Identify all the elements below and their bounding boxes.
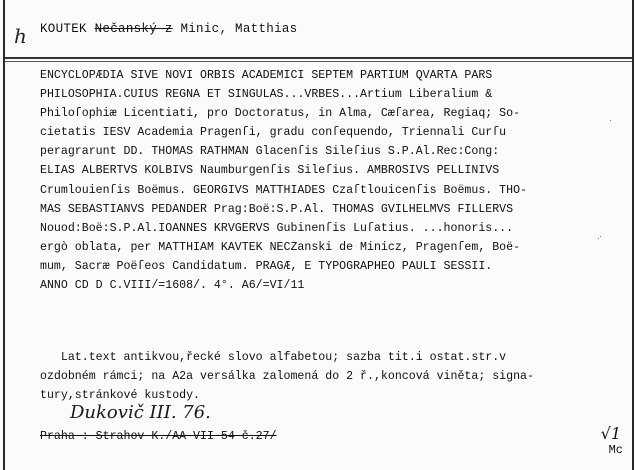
corner-handwritten-mark: h [14,24,27,48]
corner-code: Mc [608,443,623,457]
title-line: ergò oblata, per MATTHIAM KAVTEK NECZanski de Minicz, Pragenſem, Boë- [40,240,521,254]
card-left-edge [3,0,5,470]
heading-divider-thin [5,61,632,62]
card-right-edge [632,0,634,470]
card-heading [40,22,297,36]
title-line: Philoſophiæ Licentiati, pro Doctoratus, in Alma, Cæſarea, Regiaq; So- [40,107,521,121]
imprint-line: ANNO CD D C.VIII/=1608/. 4°. A6/=VI/11 [40,279,305,293]
ink-speck [600,236,601,237]
handwritten-signature: Dukovič III. 76. [70,402,211,423]
title-line: Nouod:Boë:S.P.Al.IOANNES KRVGERVS Gubinenſis Luſatius. ...honoris... [40,221,514,235]
note-line: tury,stránkové kustody. [40,389,201,402]
heading-struck-name: Nečanský z [94,22,173,36]
title-line: ELIAS ALBERTVS KOLBIVS Naumburgenſis Sileſius. AMBROSIVS PELLINIVS [40,164,500,178]
heading-surname: KOUTEK [40,22,87,36]
note-line: Lat.text antikvou,řecké slovo alfabetou; sazba tit.i ostat.str.v [40,351,507,364]
title-line: mum, Sacræ Poëſeos Candidatum. PRAGÆ, E TYPOGRAPHEO PAULI SESSII. [40,259,493,273]
title-line: cietatis IESV Academia Pragenſi, gradu conſequendo, Triennali Curſu [40,126,507,140]
title-line: peragrarunt DD. THOMAS RATHMAN Glacenſis Sileſius S.P.Al.Rec:Cong: [40,145,500,159]
heading-divider [5,57,632,59]
title-line: PHILOSOPHIA.CUIUS REGNA ET SINGULAS...VRBES...Artium Liberalium & [40,88,493,102]
title-transcription [40,66,615,295]
corner-check-mark: √1 [600,424,621,443]
heading-rest: Minic, Matthias [180,22,298,36]
note-line: ozdobném rámci; na A2a versálka zalomená do 2 ř.,koncová viněta; signa- [40,370,534,383]
ink-speck [610,120,611,121]
description-notes [40,348,615,405]
title-line: Crumlouienſis Boëmus. GEORGIVS MATTHIADES Czaſtlouicenſis Boëmus. THO- [40,183,528,197]
title-line: MAS SEBASTIANVS PEDANDER Prag:Boë:S.P.Al. THOMAS GVILHELMVS FILLERVS [40,202,514,216]
ink-speck [598,238,599,239]
shelfmark: Praha : Strahov K./AA VII 54 č.27/ [40,430,277,443]
title-line: ENCYCLOPÆDIA SIVE NOVI ORBIS ACADEMICI SEPTEM PARTIUM QVARTA PARS [40,69,493,82]
